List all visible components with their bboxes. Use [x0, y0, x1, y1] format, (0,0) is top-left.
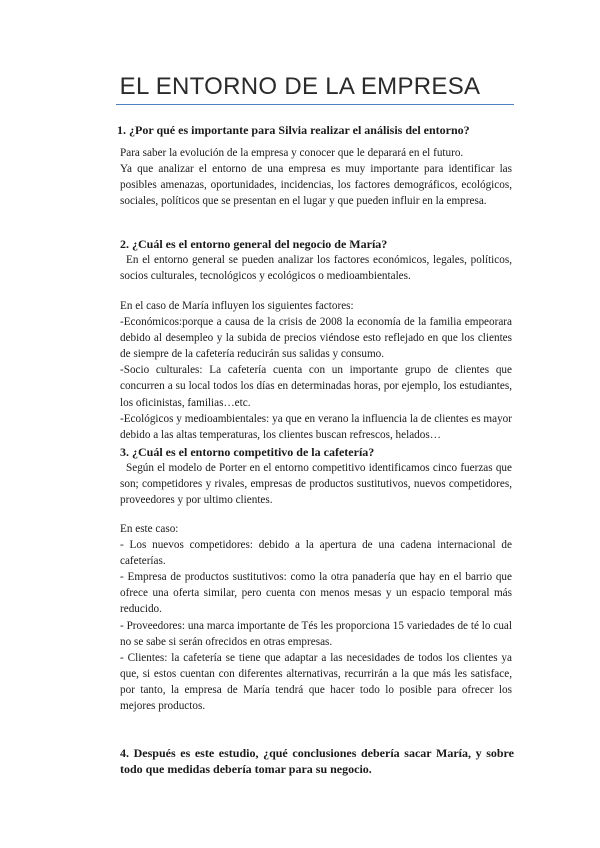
- answer-3-forces-heading: En este caso:: [120, 523, 179, 535]
- force-productos-sustitutivos: - Empresa de productos sustitutivos: como la otra panadería que hay en el barrio que ofrece una oferta similar, pero cuenta con menos mesas y un espacio temporal más reducido.: [120, 571, 512, 616]
- answer-3-intro: Según el modelo de Porter en el entorno competitivo identificamos cinco fuerzas que son; competidores y rivales, empresas de productos sustitutivos, nuevos competidores, proveedores y por ultimo clientes.: [120, 462, 512, 507]
- answer-2-factors: [120, 298, 512, 443]
- question-1: 1. ¿Por qué es importante para Silvia realizar el análisis del entorno?: [117, 123, 470, 137]
- force-proveedores: - Proveedores: una marca importante de Tés les proporciona 15 variedades de té lo cual no se sabe si serán ofrecidos en otras empresas.: [120, 619, 512, 648]
- factor-economicos: -Económicos:porque a causa de la crisis de 2008 la economía de la familia empeorara debido al desempleo y la subida de precios viéndose esto reflejado en que los clientes de siempre de la cafetería reducirán sus salidas y consumo.: [120, 316, 512, 361]
- question-2: 2. ¿Cuál es el entorno general del negocio de María?: [120, 237, 388, 251]
- question-3: 3. ¿Cuál es el entorno competitivo de la cafetería?: [120, 445, 375, 459]
- answer-3-forces: [120, 521, 512, 714]
- title-underline: [116, 104, 514, 105]
- answer-1-line-1: Para saber la evolución de la empresa y conocer que le deparará en el futuro.: [120, 147, 464, 159]
- force-clientes: - Clientes: la cafetería se tiene que adaptar a las necesidades de todos los clientes ya que, si estos cuentan con diferentes alternativas, recurrirán a la que más les satisface, por tanto, la empresa de María tendrá que hacer todo lo posible para ofrecer los mejores productos.: [120, 651, 512, 713]
- factor-socio-culturales: -Socio culturales: La cafetería cuenta con un importante grupo de clientes que concurren a su local todos los días en determinadas horas, por ejemplo, los estudiantes, los oficinistas, familias…etc.: [120, 364, 512, 409]
- page-title: EL ENTORNO DE LA EMPRESA: [119, 73, 481, 100]
- answer-2-intro: En el entorno general se pueden analizar los factores económicos, legales, políticos, socios culturales, tecnológicos y ecológicos o medioambientales.: [120, 254, 512, 283]
- answer-2-factors-heading: En el caso de María influyen los siguientes factores:: [120, 300, 354, 312]
- answer-1-paragraph: [120, 145, 512, 209]
- question-4: 4. Después es este estudio, ¿qué conclusiones debería sacar María, y sobre todo que medidas debería tomar para su negocio.: [120, 746, 514, 776]
- force-nuevos-competidores: - Los nuevos competidores: debido a la apertura de una cadena internacional de cafeterías.: [120, 539, 512, 568]
- factor-ecologicos: -Ecológicos y medioambientales: ya que en verano la influencia la de clientes es mayor debido a las altas temperaturas, los clientes buscan refrescos, helados…: [120, 412, 512, 441]
- answer-1-line-2: Ya que analizar el entorno de una empresa es muy importante para identificar las posibles amenazas, oportunidades, incidencias, los factores demográficos, ecológicos, sociales, políticos que se presentan en el lugar y que pueden influir en la empresa.: [120, 163, 512, 208]
